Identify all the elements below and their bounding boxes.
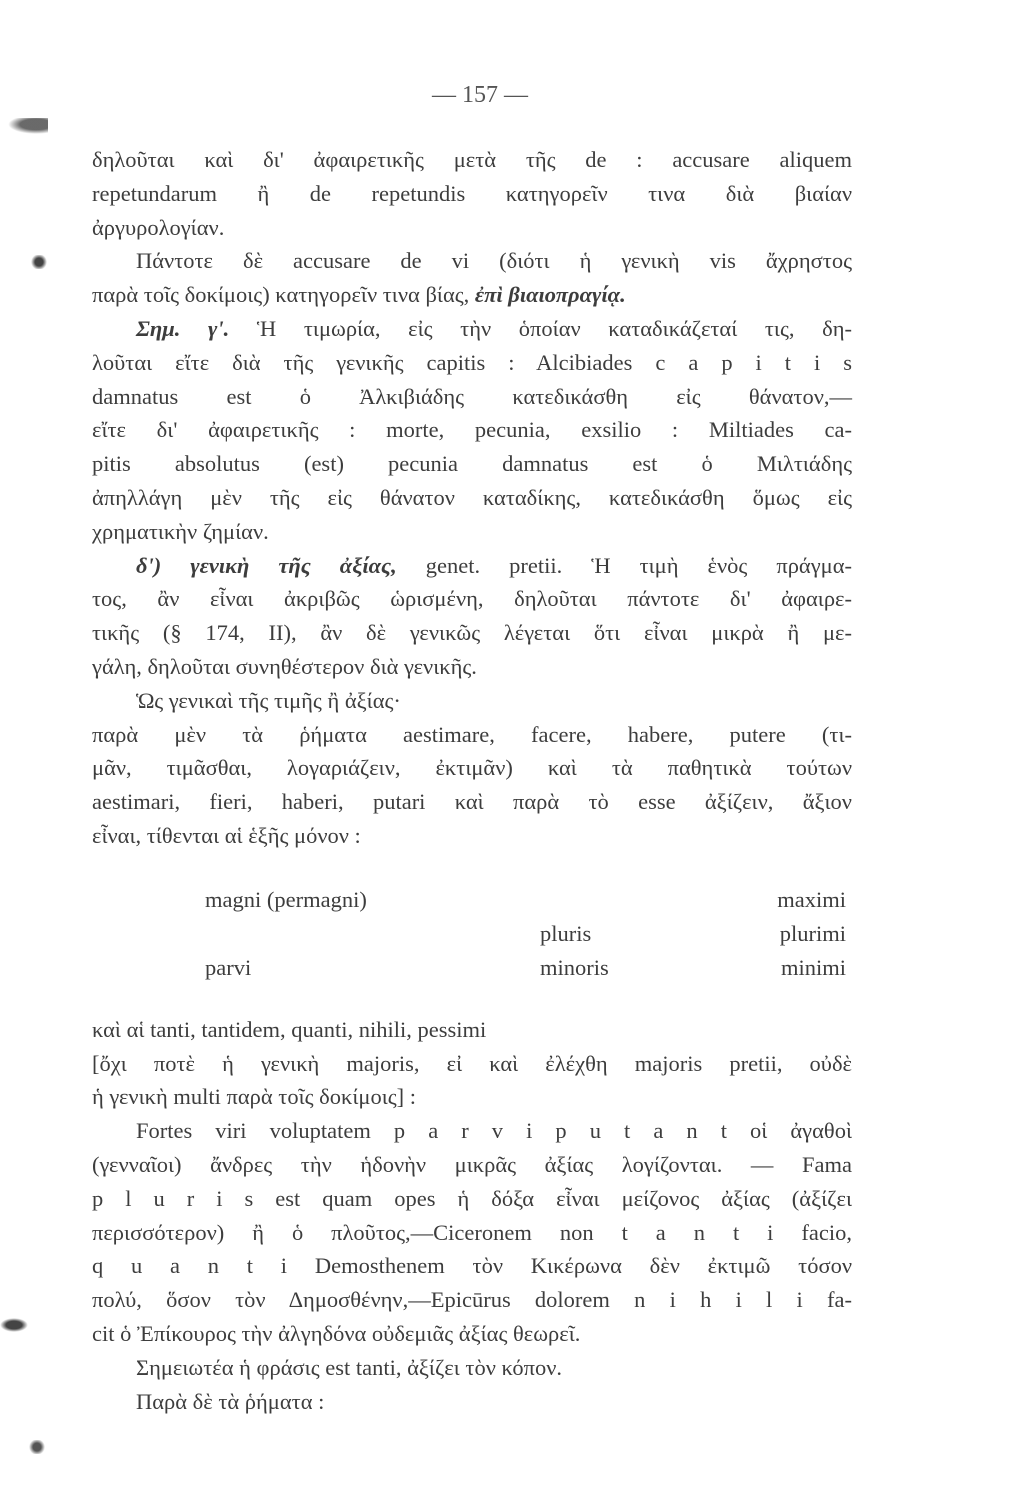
- text-line: γάλη, δηλοῦται συνηθέστερον διὰ γενικῆς.: [92, 653, 477, 679]
- scan-smudge-mark: [30, 255, 48, 269]
- text-line: [ὄχι ποτὲ ἡ γενικὴ majoris, εἰ καὶ ἐλέχθη majoris pretii, οὐδὲ: [92, 1050, 852, 1076]
- text-segment: λοῦται εἴτε διὰ τῆς γενικῆς capitis : Alcibiades: [92, 349, 633, 375]
- table-cell: maximi: [777, 886, 846, 912]
- page-body: [92, 143, 852, 1418]
- table-cell: [445, 883, 760, 917]
- text-segment: παρὰ τοῖς δοκίμοις) κατηγορεῖν τινα βίας,: [92, 282, 470, 308]
- table-row: [92, 951, 852, 985]
- text-segment: est quam opes ἡ δόξα εἶναι μείζονος ἀξίας (ἀξίζει: [275, 1185, 852, 1211]
- text-line: ἀργυρολογίαν.: [92, 214, 225, 240]
- table-cell: [92, 917, 445, 951]
- spaced-text: c a p i t i s: [655, 349, 853, 375]
- table-row: [92, 917, 852, 951]
- emphasis-text: ἐπὶ βιαιοπραγίᾳ.: [474, 282, 626, 308]
- text-line: Παρὰ δὲ τὰ ῥήματα :: [136, 1388, 325, 1414]
- text-line: [92, 278, 852, 312]
- text-line: [92, 346, 852, 380]
- text-segment: Demosthenem τὸν Κικέρωνα δὲν ἐκτιμῶ τόσον: [314, 1253, 852, 1279]
- table-row: [92, 883, 852, 917]
- text-line: ἡ γενικὴ multi παρὰ τοῖς δοκίμοις] :: [92, 1084, 417, 1110]
- text-line: μᾶν, τιμᾶσθαι, λογαριάζειν, ἐκτιμᾶν) καὶ τὰ παθητικὰ τούτων: [92, 755, 852, 781]
- text-line: [92, 1249, 852, 1283]
- text-line: (γενναῖοι) ἄνδρες τὴν ἡδονὴν μικρᾶς ἀξίας λογίζονται. — Fama: [92, 1151, 852, 1177]
- section-heading-line: [92, 549, 852, 583]
- text-line: εἴτε δι' ἀφαιρετικῆς : morte, pecunia, exsilio : Miltiades ca-: [92, 417, 852, 443]
- text-line: δηλοῦται καὶ δι' ἀφαιρετικῆς μετὰ τῆς de : accusare aliquem: [92, 147, 852, 172]
- scan-smudge-mark: [0, 1318, 28, 1332]
- text-line: ἀπηλλάγη μὲν τῆς εἰς θάνατον καταδίκης, κατεδικάσθη ὅμως εἰς: [92, 484, 852, 510]
- table-cell: parvi: [205, 954, 252, 980]
- table-cell: magni (permagni): [205, 886, 367, 912]
- genitive-table: [92, 883, 852, 985]
- page-number: — 157 —: [432, 82, 528, 108]
- section-heading: δ') γενικὴ τῆς ἀξίας,: [136, 552, 397, 578]
- spaced-text: p l u r i s: [92, 1185, 254, 1211]
- text-line: Σημειωτέα ἡ φράσις est tanti, ἀξίζει τὸν κόπον.: [136, 1354, 563, 1380]
- text-segment: genet. pretii. Ἡ τιμὴ ἑνὸς πράγμα-: [425, 552, 853, 578]
- text-segment: Fortes viri voluptatem: [136, 1118, 371, 1144]
- text-line: [92, 1182, 852, 1216]
- text-line: χρηματικὴν ζημίαν.: [92, 518, 269, 544]
- text-line: [92, 1216, 852, 1250]
- text-segment: πολύ, ὅσον τὸν Δημοσθένην,—Epicūrus dolorem: [92, 1287, 610, 1313]
- spaced-text: t a n t i: [621, 1219, 774, 1245]
- spacer: [92, 985, 852, 1013]
- text-line: [92, 1114, 852, 1148]
- spaced-text: q u a n t i: [92, 1253, 288, 1279]
- text-segment: facio,: [801, 1219, 853, 1245]
- text-line: Πάντοτε δὲ accusare de vi (διότι ἡ γενικὴ vis ἄχρηστος: [136, 248, 852, 274]
- text-line: εἶναι, τίθενται αἱ ἑξῆς μόνον :: [92, 822, 361, 848]
- text-line: repetundarum ἢ de repetundis κατηγορεῖν τινα διὰ βιαίαν: [92, 180, 852, 206]
- scan-smudge-mark: [28, 1440, 46, 1454]
- table-cell: minimi: [780, 954, 846, 980]
- text-line: καὶ αἱ tanti, tantidem, quanti, nihili, pessimi: [92, 1016, 487, 1042]
- text-line: [92, 1283, 852, 1317]
- spacer: [92, 853, 852, 883]
- table-cell: plurimi: [779, 920, 846, 946]
- spaced-text: p a r v i p u t a n t: [393, 1118, 727, 1144]
- text-line: cit ὁ Ἐπίκουρος τὴν ἀλγηδόνα οὐδεμιᾶς ἀξίας θεωρεῖ.: [92, 1320, 581, 1346]
- text-line: τος, ἂν εἶναι ἀκριβῶς ὡρισμένη, δηλοῦται πάντοτε δι' ἀφαιρε-: [92, 586, 852, 612]
- table-cell: minoris: [540, 954, 609, 980]
- text-line: pitis absolutus (est) pecunia damnatus est ὁ Μιλτιάδης: [92, 451, 852, 477]
- text-segment: Ἡ τιμωρία, εἰς τὴν ὁποίαν καταδικάζεταί τις, δη-: [256, 315, 853, 341]
- scan-smudge-mark: [8, 118, 48, 134]
- text-line: παρὰ μὲν τὰ ῥήματα aestimare, facere, habere, putere (τι-: [92, 721, 852, 747]
- note-line: [92, 312, 852, 346]
- spaced-text: n i h i l i: [634, 1287, 803, 1313]
- table-cell: pluris: [540, 920, 592, 946]
- text-line: Ὡς γενικαὶ τῆς τιμῆς ἢ ἀξίας·: [136, 687, 401, 713]
- text-segment: fa-: [827, 1287, 853, 1313]
- text-line: damnatus est ὁ Ἀλκιβιάδης κατεδικάσθη εἰς θάνατον,—: [92, 383, 852, 409]
- note-label: Σημ. γ'.: [136, 315, 230, 341]
- text-line: aestimari, fieri, haberi, putari καὶ παρὰ τὸ esse ἀξίζειν, ἄξιον: [92, 789, 852, 815]
- text-segment: οἱ ἀγαθοὶ: [750, 1118, 852, 1144]
- text-segment: περισσότερον) ἢ ὁ πλοῦτος,—Ciceronem non: [92, 1219, 594, 1245]
- text-line: τικῆς (§ 174, II), ἂν δὲ γενικῶς λέγεται ὅτι εἶναι μικρὰ ἢ με-: [92, 620, 852, 646]
